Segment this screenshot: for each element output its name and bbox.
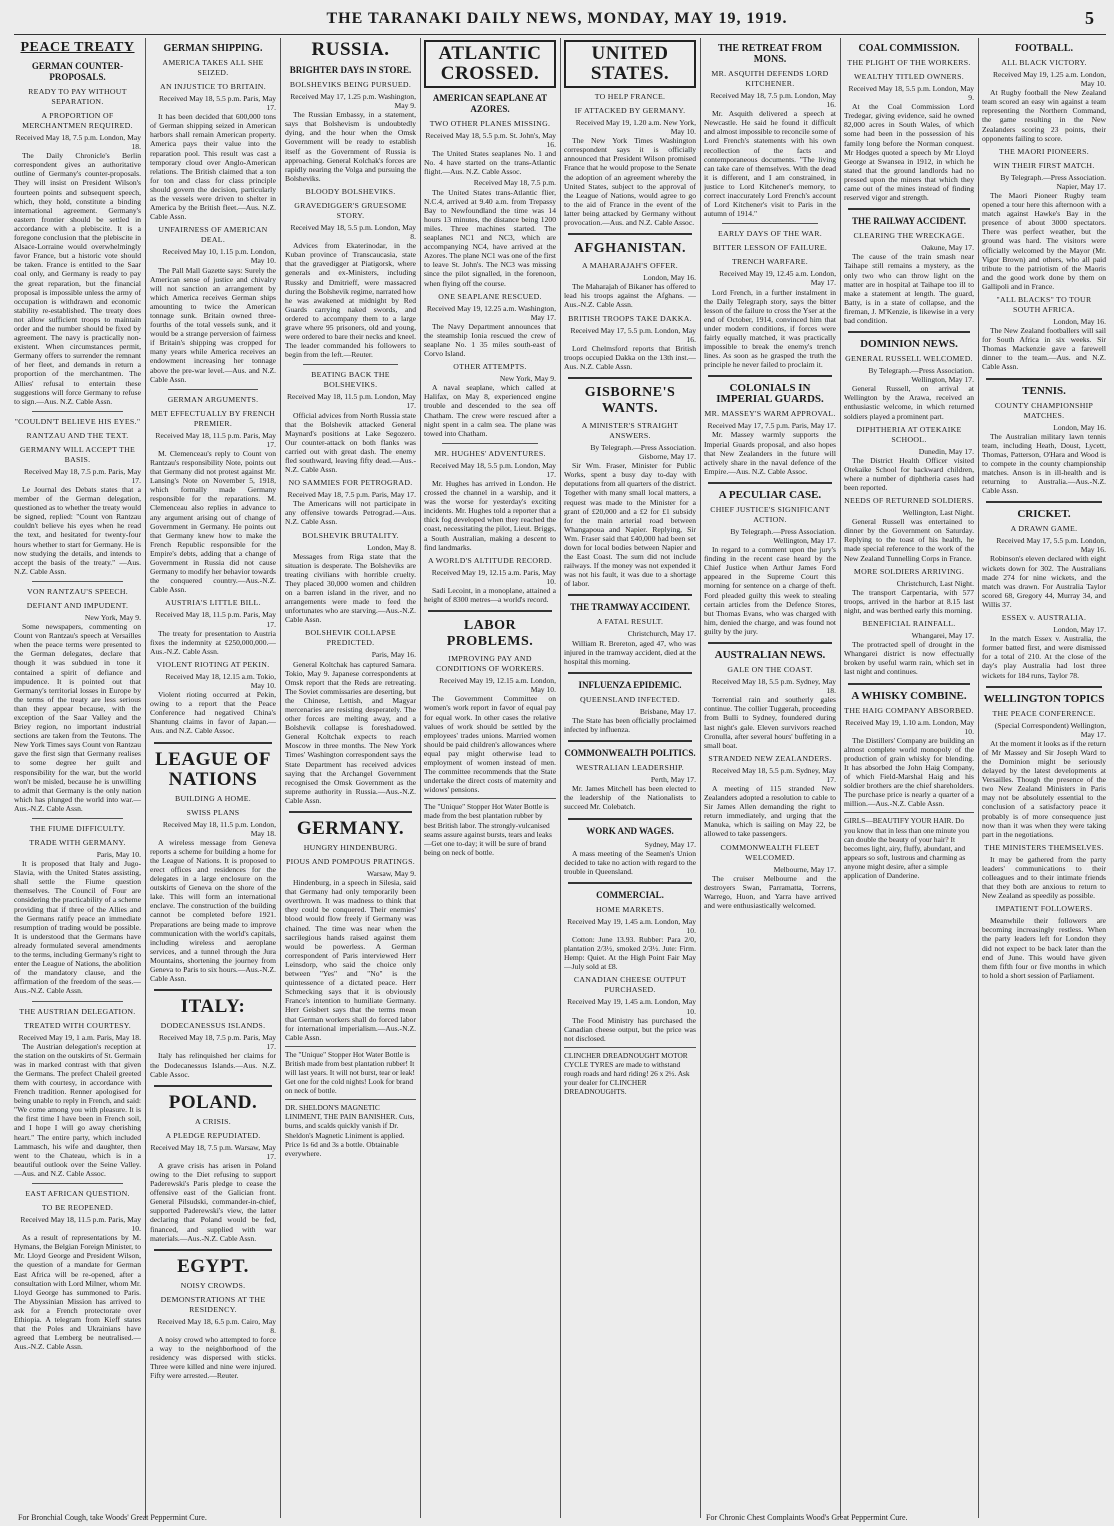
article-text: The cause of the train smash near Taihape still remains a mystery, as the only two who can throw light on the matter are in hospital at Taihape too ill to make a statement at length. The guard, Batty, is in a state of collapse, and the fireman, J. M'Kenzie, is likewise in a very bad condition. [844,252,974,325]
page-number: 5 [1085,8,1094,28]
subheading: TRADE WITH GERMANY. [29,838,126,847]
article-text: In the match Essex v. Australia, the former batted first, and were dismissed for a total of 210. At the close of the day's play Australia had lost three wickets for 184 runs, Taylor 78. [982,634,1106,680]
advertisement [285,1099,416,1158]
article-text: A wireless message from Geneva reports a scheme for building a home for the League of Nations. It is proposed to erect offices and residences for the delegates in a large enclosure on the outskirts of Geneva on the shore of the lake. This will form an international enclave. The construction of the building cannot be completed before 1921. Preparations are being made to improve communication with the world's capitals, including wireless and aeroplane services, and a tunnel through the Jura Mountains, shortening the journey from Geneva to Paris to six hours.—Aus.-N.Z. Cable Assn. [150,837,276,984]
headline: FOOTBALL. [1014,43,1074,54]
dateline: Received May 18, 7.5 p.m. [473,178,556,188]
article-text: The Maharajah of Bikaner has offered to lead his troops against the Afghans. —Aus.-N.Z. Cable Assn. [564,282,696,310]
dateline: Received May 17, 5.5 p.m. London, May 16. [996,536,1106,555]
divider [442,443,538,444]
divider [32,581,123,582]
dateline: Received May 18, 5.5 p.m. London, May 9. [848,84,974,103]
subheading: GERMAN ARGUMENTS. [167,394,259,404]
dateline: Received May 18, 7.5 p.m. London, May 16. [710,91,836,110]
subheading: ESSEX v. AUSTRALIA. [1001,613,1087,623]
column-rule [280,38,281,1518]
dateline: Whangarei, May 17. [911,631,974,641]
article-text: The Maori Pioneer Rugby team opened a tour here this afternoon with a match against Hawke's Bay in the presence of about 3000 spectators. There was perfect weather, but the ground was hard. The visitors were officially welcomed by the Mayor (Mr. Vigor Brown) and others, who all paid tribute to the patriotism of the Maoris and the good work done by them on Gallipoli and in France. [982,190,1106,291]
dateline: Received May 18, 11.5 p.m. Paris, May 17. [155,610,276,629]
article-text: Le Journal des Debats states that a member of the German delegation, questioned as to whether the treaty would be signed, replied: "Count von Rantzau couldn't believe his eyes when he read the text, and hesitated for twenty-four hours whether to start for Germany. He is now studying the details, and intends to accept the basis of the treaty." —Aus. N.Z. Cable Assn. [14,485,141,576]
column-rule [145,38,146,1518]
divider [568,233,692,235]
article-text: Sadi Lecoint, in a monoplane, attained a height of 8300 metres—a world's record. [424,585,556,605]
subheading: PIOUS AND POMPOUS PRATINGS. [286,857,415,866]
dateline: By Telegraph.—Press Association. Napier, May 17. [1000,172,1106,191]
article-text: Robinson's eleven declared with eight wickets down for 302. The Australians made 274 for nine wickets, and the match was drawn. For Australia Taylor scored 68, Gregory 44, Murray 34, and Willis 37. [982,554,1106,609]
subheading: BLOODY BOLSHEVIKS. [305,186,396,196]
divider [848,331,970,333]
article-text: In regard to a comment upon the jury's finding in the recent case heard by the Chief Justice when Arthur James Ford appeared in the Supreme Court this morning for sentence on a charge of theft. Ford pleaded guilty this week to stealing certain articles from the Defence Stores, but Thomas Evans, who was charged with him, denied the charge, and was found not guilty by the jury. [704,545,836,636]
article-text: The District Health Officer visited Otekaike School for backward children, where a number of diphtheria cases had been reported. [844,455,974,492]
dateline: Paris, May 16. [371,650,416,660]
subheading: ONE SEAPLANE RESCUED. [438,291,542,301]
headline: CRICKET. [1017,508,1071,521]
divider [289,811,412,813]
subheading: BUILDING A HOME. [174,793,252,803]
divider [722,223,818,224]
subheading: BOLSHEVIK COLLAPSE PREDICTED. [305,628,396,648]
headline: AUSTRALIAN NEWS. [714,649,826,662]
column-rule [560,38,561,1518]
dateline: Received May 18, 7.5 p.m. London, May 18. [15,133,141,152]
subheading: BOLSHEVIK BRUTALITY. [302,530,399,540]
divider [568,377,692,379]
headline: EGYPT. [177,1255,249,1277]
dateline: Received May 18, 11.5 p.m. Paris, May 17. [155,430,276,449]
column-rule [700,38,701,1518]
dateline: By Telegraph.—Press Association. Wellington, May 17. [730,526,836,545]
subheading: EAST AFRICAN QUESTION. [25,1189,130,1198]
dateline: Sydney, May 17. [644,839,696,849]
article-text: It has been decided that 600,000 tons of German shipping seized in American harbors shall remain American property. America pays their value into the reparation pool. This result was cast a temporary cloud over Anglo-American relations. The British claimed that a ton for ton and class for class principle should govern the decision, particularly as the vessels were driven to shelter in America by the British fleet.—Aus. N.Z. Cable Assn. [150,112,276,222]
dateline: Received May 18, 5.5 p.m. Paris, May 17. [158,94,276,113]
subheading: EARLY DAYS OF THE WAR. [718,229,822,239]
dateline: Brisbane, May 17. [639,706,696,716]
divider [848,208,970,210]
advertisement: For Chronic Chest Complaints Wood's Great Peppermint Cure. [706,1513,908,1522]
subheading: WESTRALIAN LEADERSHIP. [576,763,684,773]
article-text: Lord French, in a further instalment in the Daily Telegraph story, says the bitter lesson of the failure to cross the Yser at the end of October, 1914, convinced him that under modern conditions, if forces were fairly equally matched, it was practically impossible to break the enemy's trench lines. As soon as he grasped the truth the principle he never failed to proclaim it. [704,287,836,370]
headline: RUSSIA. [311,39,390,60]
article-text: A mass meeting of the Seamen's Union decided to take no action with regard to the trouble in Queensland. [564,848,696,876]
dateline: Received May 19, 1.45 a.m. London, May 10. [567,916,696,935]
ad-text: The "Unique" Stopper Hot Water Bottle is made from the best plantation rubber by best British labor. The strongly-vulcanised seams assure against bursts, tears and leaks—Get one to-day; it will be sure of brand being on neck of bottle. [424,802,552,857]
subheading: CHIEF JUSTICE'S SIGNIFICANT ACTION. [710,504,830,524]
subheading: THE MINISTERS THEMSELVES. [984,842,1104,852]
headline: THE RETREAT FROM MONS. [717,43,823,65]
article-text: The protracted spell of drought in the Whangarei district is now effectually broken by useful warm rain, which set in last night and continues. [844,640,974,677]
divider [32,411,123,412]
column-rule [420,38,421,1518]
subheading: IMPATIENT FOLLOWERS. [995,904,1093,914]
subheading: IF ATTACKED BY GERMANY. [574,106,686,115]
divider [32,1183,123,1184]
divider [568,740,692,742]
column-atlantic-crossed [424,38,556,1518]
article-text: Lord Chelmsford reports that British troops occupied Dakka on the 13th inst.—Aus. N.Z. Cable Assn. [564,343,696,371]
divider [154,742,272,744]
divider [428,610,552,612]
article-text: The Russian Embassy, in a statement, says that Bolshevism is undoubtedly dying, and the hour when the Omsk Government will be ready to establish itself as the Government of Russia is approaching. General Kolchak's forces are rapidly nearing the Volga and pursuing the Bolsheviks. [285,110,416,183]
dateline: Christchurch, Last Night. [896,578,974,588]
column-russia [285,38,416,1518]
divider [568,818,692,820]
dateline: Received May 19, 1.20 a.m. New York, May 10. [575,118,696,137]
dateline: Paris, May 10. [96,850,141,859]
divider [168,389,258,390]
subheading: CLEARING THE WRECKAGE. [853,231,965,241]
divider [986,686,1102,688]
subheading: A WORLD'S ALTITUDE RECORD. [428,555,552,565]
dateline: Received May 18, 5.5 p.m. Sydney, May 18. [711,677,836,696]
article-text: The treaty for presentation to Austria fixes the indemnity at £250,000,000.—Aus.-N.Z. Cable Assn. [150,628,276,656]
headline: GERMANY. [296,818,405,839]
dateline: Melbourne, May 17. [773,864,836,874]
article-text: Mr. Asquith delivered a speech at Newcastle. He said he found it difficult and almost impossible to reconcile some of Lord French's statements with his own recollection of the facts and contemporaneous documents. "The living can take care of themselves. With the dead it is different, and I am constrained, in justice to Lord Kitchener's memory, to correct inaccurately Lord French's account of Lord Kitchener's visit to Paris in the autumn of 1914." [704,109,836,219]
subheading: VIOLENT RIOTING AT PEKIN. [156,659,270,669]
headline: A WHISKY COMBINE. [851,689,967,702]
ad-text: The "Unique" Stopper Hot Water Bottle is British made from best plantation rubber! It will last years. It will not burst, tear or leak! Get one for the cold nights! Look for brand on neck of bottle. [285,1049,415,1096]
subheading: QUEENSLAND INFECTED. [580,694,680,704]
dateline: Received May 18, 11.5 p.m. London, May 17. [286,392,416,411]
subheading: HOME MARKETS. [595,904,664,914]
article-text: The New Zealand footballers will sail for South Africa in six weeks. Sir Thomas Mackenzie gave a farewell dinner to the team.—Aus. and N.Z. Cable Assn. [982,326,1106,372]
column-rule [840,38,841,1518]
column-united-states [564,38,696,1518]
subheading: A DRAWN GAME. [1010,524,1078,534]
dateline: By Telegraph.—Press Association. Gisborne, May 17. [590,442,696,462]
headline: COMMERCIAL. [596,889,664,900]
article-text: The Pall Mall Gazette says: Surely the American sense of justice and chivalry will not sanction an arrangement by which America receives German ships amounting to twice the American tonnage sunk. Britain owned three-fourths of the total vessels sunk, and it would be a strange perversion of fairness if Britain's shipping was cropped for many years while America receives an endowment increasing her tonnage above the pre-war level.—Aus. and N.Z. Cable Assn. [150,265,276,384]
subheading: DIPHTHERIA AT OTEKAIKE SCHOOL. [856,424,962,444]
subheading: BEATING BACK THE BOLSHEVIKS. [311,370,390,390]
subheading: A MINISTER'S STRAIGHT ANSWERS. [581,420,679,440]
subheading: TO BE REOPENED. [41,1203,114,1212]
headline: A PECULIAR CASE. [718,488,822,501]
subheading: GENERAL RUSSELL WELCOMED. [845,354,973,364]
subheading: MR. ASQUITH DEFENDS LORD KITCHENER. [711,69,829,88]
headline: COAL COMMISSION. [858,43,960,54]
subheading: GERMAN COUNTER-PROPOSALS. [31,61,124,82]
subheading: A CRISIS. [194,1116,232,1126]
divider [708,642,832,644]
article-text: Cotton: June 13.93. Rubber: Para 2/0, plantation 2/3½, smoked 2/3½. Jute: Firm. Hemp: Quiet. At the High Point Fair May—July sold at £8. [564,935,696,972]
article-text: Italy has relinquished her claims for the Dodecanessus Islands.—Aus. N.Z. Cable Assoc. [150,1051,276,1079]
dateline: Received May 17, 1.25 p.m. Washington, May 9. [290,92,416,111]
divider [32,1001,123,1002]
column-football [982,38,1106,1518]
article-text: A noisy crowd who attempted to force a way to the neighborhood of the residency was dispersed with sticks. Three were killed and nine were injured. Fifty were arrested.—Reuter. [150,1334,276,1381]
subheading: THE HAIG COMPANY ABSORBED. [844,705,974,715]
subheading: TWO OTHER PLANES MISSING. [429,119,551,128]
dateline: Received May 19, 12.25 a.m. Washington, May 17. [426,303,556,322]
headline: THE TRAMWAY ACCIDENT. [570,602,690,613]
headline: COMMONWEALTH POLITICS. [564,748,696,759]
dateline: Received May 18, 7.5 p.m. Paris, May 17. [23,466,141,485]
article-text: A meeting of 115 stranded New Zealanders adopted a resolution to cable to Sir James Allen demanding the right to return immediately, and urging that the Manuka, which is sailing on May 22, be allowed to take passengers. [704,783,836,839]
article-text: Sir Wm. Fraser, Minister for Public Works, spent a busy day to-day with deputations from all quarters of the district. Together with many small local matters, a request was made to the Minister for a grant of £20,000 and a £2 for £1 subsidy for the main arterial road between Whangapoua and Napier. Replying, Sir Wm. Fraser said that £40,000 had been set down for local bodies between Napier and the East Coast. The sum did not include railways. If the money was not expended it was not his fault, it was due to a shortage of labor. [564,461,696,589]
subheading: NO SAMMIES FOR PETROGRAD. [288,478,413,488]
article-text: The New York Times Washington correspondent says it is officially announced that President Wilson promised France that he would propose to the Senate the adoption of an agreement whereby the United States, subject to the approval of the League of Nations, would agree to go to the aid of France in the event of the latter being attacked by Germany without provocation.—Aus. and N.Z. Cable Assoc. [564,136,696,228]
dateline: Oakune, May 17. [921,243,974,253]
dateline: Received May 19, 12.15 a.m. London, May 10. [439,676,556,695]
article-text: The Daily Chronicle's Berlin correspondent gives an authoritative outline of Germany's counter-proposals. They will insist on President Wilson's fourteen points and subsequent speech, which, they hold, constitute a binding international agreement. Germany's eastern frontier should be settled in accordance with a plebiscite. It is a foregone conclusion that the plebiscite in Alsace-Lorraine would overwhelmingly favor France, but a historic vote should be taken. France is entitled to the Saar coal only, and Germany is ready to pay the great reparation, but the financial proposal is impossible unless the army of occupation is withdrawn and economic stability re-established. The treaty does not allow sufficient troops to maintain order and the number should be fixed by agreement. The navy is practically non-existent. When circumstances permit, Germany offers to surrender the remnant of her fleet, and demands in return a proportion of the merchantmen. The Allies' refusal to entertain these suggestions will force Germany to refuse to sign.—Aus. N.Z. Cable Assn. [14,151,141,406]
divider [154,1249,272,1251]
dateline: Received May 18, 7.5 p.m. Warsaw, May 17. [150,1142,276,1161]
article-text: General Koltchak has captured Samara. Tokio, May 9. Japanese correspondents at Omsk report that the Reds are retreating. The Soviet commissaries are deserting, but the Chinese, Lettish, and Magyar mercenaries are resisting desperately. The other forces are melting away, and a Bolshevik collapse is foreshadowed. General Koltchak expects to reach Moscow in three months. The New York Times' Washington correspondent says the State Department has received advices saying that the Archangel Government recognised the Omsk Government as the supreme authority in Russia.—Aus.-N.Z. Cable Assn. [285,659,416,805]
article-text: The Distillers' Company are building an almost complete world monopoly of the production of grain whisky for blending. It has absorbed the John Haig Company, of which Field-Marshal Haig and his soldier brothers are the chief shareholders. The purchase price is nearly a quarter of a million.—Aus.-N.Z. Cable Assn. [844,735,974,809]
subheading: IMPROVING PAY AND CONDITIONS OF WORKERS. [435,654,545,674]
headline: THE RAILWAY ACCIDENT. [851,216,967,227]
subheading: THE PLIGHT OF THE WORKERS. [847,58,971,67]
article-text: Violent rioting occurred at Pekin, owing to a report that the Peace Conference had negatived China's Shantung claims in favor of Japan.—Aus. and N.Z. Cable Assoc. [150,690,276,736]
dateline: Received May 19, 1.45 a.m. London, May 10. [567,997,696,1016]
masthead-rule [14,34,1106,35]
dateline: By Telegraph.—Press Association. Wellington, May 17. [868,366,974,385]
subheading: UNFAIRNESS OF AMERICAN DEAL. [158,225,268,245]
subheading: BITTER LESSON OF FAILURE. [712,243,828,253]
subheading: NEEDS OF RETURNED SOLDIERS. [844,496,974,506]
column-coal-commission [844,38,974,1518]
article-text: The United States seaplanes No. 1 and No. 4 have started on the trans-Atlantic flight.—Aus. N.Z. Cable Assoc. [424,149,556,177]
headline: WELLINGTON TOPICS [983,692,1105,705]
dateline: Warsaw, May 9. [366,869,416,878]
subheading: BRITISH TROOPS TAKE DAKKA. [568,313,692,323]
dateline: Received May 19, 1 a.m. Paris, May 18. [18,1032,141,1042]
dateline: Received May 17, 7.5 p.m. Paris, May 17. [707,421,836,431]
divider [568,594,692,596]
subheading: WEALTHY TITLED OWNERS. [853,72,965,81]
subheading: BENEFICIAL RAINFALL. [862,619,956,629]
dateline: Received May 18, 11.5 p.m. London, May 18. [162,819,276,838]
subheading: SWISS PLANS [186,807,240,817]
dateline: Received May 19, 12.45 a.m. London, May 17. [719,269,836,288]
subheading: TREATED WITH COURTESY. [24,1020,131,1030]
divider [986,501,1102,503]
subheading: WIN THEIR FIRST MATCH. [993,160,1095,170]
dateline: London, May 8. [367,542,416,552]
article-text: Mr. Hughes has arrived in London. He crossed the channel in a warship, and it was the worse for yesterday's exciting incidents. Mr. Hughes told a reporter that a thick fog developed when they reached the coast, necessitating the pilot, Lieut. Briggs, a South Australian, making a descent to find landmarks. [424,479,556,552]
dateline: Received May 19, 1.25 a.m. London, May 10. [992,70,1106,89]
dateline: (Special Correspondent) Wellington, May 17. [994,720,1106,739]
dateline: Received May 18, 5.5 p.m. St. John's, May 16. [425,131,556,150]
divider [32,818,123,819]
dateline: Received May 18, 5.5 p.m. London, May 8. [290,222,416,242]
dateline: Received May 19, 12.15 a.m. Paris, May 10. [431,567,556,586]
subheading: COMMONWEALTH FLEET WELCOMED. [720,842,820,862]
article-text: It is proposed that Italy and Jugo-Slavia, with the United States assisting, shall settle the Fiume question themselves. The Council of Four are considering the practicability of a scheme providing that if three of the Allies and the Germans ratify peace an immediate resumption of trading would be possible. It is understood that the Germans have already formulated several amendments to the terms, including Germany's right to enter the League of Nations, the abolition of the mandatory clause, and the affirmation of the freedom of the seas.—Aus.-N.Z. Cable Assn. [14,859,141,996]
subheading: VON RANTZAU'S SPEECH. [26,586,129,596]
dateline: New York, May 9. [84,612,141,622]
subheading: A FATAL RESULT. [596,617,664,627]
subheading: NOISY CROWDS. [180,1280,246,1290]
subheading: OTHER ATTEMPTS. [453,362,527,372]
article-text: Torrential rain and southerly gales continue. The collier Tuggerah, proceeding from Bulli to Sydney, foundered during last night's gale. Eleven survivors reached Cronulla, after several hours' buffeting in a small boat. [704,695,836,750]
subheading: MR. MASSEY'S WARM APPROVAL. [704,409,836,419]
subheading: THE AUSTRIAN DELEGATION. [19,1006,136,1016]
divider [303,364,398,365]
dateline: Received May 18, 7.5 p.m. Paris, May 17. [158,1033,276,1052]
article-text: At the moment it looks as if the return of Mr Massey and Sir Joseph Ward to the Dominion might be seriously delayed by the latest developments at Versailles. Though the presence of the two New Zealand Ministers in Paris may not be absolutely essential to the conclusion of a satisfactory peace it probably is of more consequence just now than it was when they were taking part in the negotiations. [982,738,1106,839]
subheading: THE MAORI PIONEERS. [999,146,1089,156]
subheading: DODECANESSUS ISLANDS. [160,1021,266,1031]
column-retreat-from-mons [704,38,836,1518]
subheading: "ALL BLACKS" TO TOUR SOUTH AFRICA. [996,294,1092,314]
subheading: AMERICAN SEAPLANE AT AZORES. [432,93,548,114]
headline: WORK AND WAGES. [586,825,674,836]
article-text: The Austrian delegation's reception at the station on the outskirts of St. Germain was in marked contrast with that given the Germans. The prefect Chaleil greeted them with courtesy, in accordance with French tradition. Renner apologised for being unable to reply in French, and said: "We come among you with pleasure. It is the first time I have been in French soil, and I hope I will go away cherishing heart." The entire party, which included Lammasch, his wife and daughter, then went to the Chateau, which is in a beautiful outlook over the Seine Valley.—Aus. and N.Z. Cable Assoc. [14,1041,141,1178]
article-text: The transport Carpentaria, with 577 troops, arrived in the harbor at 8.15 last night, and was berthed early this morning. [844,587,974,615]
masthead [0,0,1114,36]
subheading: CANADIAN CHEESE OUTPUT PURCHASED. [573,975,687,995]
subheading: STRANDED NEW ZEALANDERS. [708,753,832,763]
subheading: DEFIANT AND IMPUDENT. [26,600,129,610]
subheading: MORE SOLDIERS ARRIVING. [853,566,965,576]
subheading: BOLSHEVIKS BEING PURSUED. [289,80,412,89]
article-text: The Government Committee on women's work report in favor of equal pay for equal work. In other cases the relative values of work should be settled by the employees' trades unions. Married women should be paid children's allowances where equal pay might otherwise lead to employment of women instead of men. The committee recommends that the State undertake the direct costs of maternity and widows' pensions. [424,694,556,795]
subheading: AUSTRIA'S LITTLE BILL. [165,598,261,608]
article-text: Mr. James Mitchell has been elected to the leadership of the Nationalists to succeed Mr. Colebatch. [564,784,696,812]
article-text: A naval seaplane, which called at Halifax, on May 8, experienced engine trouble and descended to the sea off Chatham. The crew were rescued after a night spent in a calm sea. The plane was towed into Chatham. [424,383,556,438]
subheading: GRAVEDIGGER'S GRUESOME STORY. [294,200,407,220]
headline: ATLANTIC CROSSED. [424,40,556,88]
advertisement [564,1047,696,1096]
column-peace-treaty [14,38,141,1518]
column-german-shipping [150,38,276,1518]
article-text: The Food Ministry has purchased the Canadian cheese output, but the price was not disclosed. [564,1015,696,1043]
article-text: A grave crisis has arisen in Poland owing to the Diet refusing to support Paderewski's Paris pledge to cease the offensive east of the Galician front. General Pilsudski, commander-in-chief, supported Paderewski's view, the latter declaring that Poland would be fed, financed, and supplied with war materials.—Aus.-N.Z. Cable Assn. [150,1160,276,1243]
headline: POLAND. [168,1091,258,1113]
divider [986,378,1102,380]
ad-text: DR. SHELDON'S MAGNETIC LINIMENT, THE PAIN BANISHER. Cuts, burns, and scalds quickly vanish if Dr. Sheldon's Magnetic Liniment is applied. Price 1s 6d and 3s a bottle. Obtainable everywhere. [285,1103,415,1158]
dateline: London, May 17. [1053,625,1106,635]
subheading: TRENCH WARFARE. [731,257,809,267]
divider [568,672,692,674]
headline: COLONIALS IN IMPERIAL GUARDS. [716,382,824,406]
dateline: Received May 18, 11.5 p.m. Paris, May 10. [20,1215,141,1234]
headline: PEACE TREATY [20,40,135,55]
dateline: London, May 16. [1053,422,1106,432]
subheading: READY TO PAY WITHOUT SEPARATION. [28,87,127,106]
article-text: The Australian military lawn tennis team, including Heath, Doust, Lycett, Thomas, Patterson, O'Hara and Wood is to compete in the county championship matches. Anson is in ill-health and is returning to Australia.—Aus.-N.Z. Cable Assn. [982,431,1106,496]
subheading: "COULDN'T BELIEVE HIS EYES." [14,416,141,426]
dateline: Received May 10, 1.15 p.m. London, May 10. [162,247,276,266]
dateline: New York, May 9. [499,374,556,384]
advertisement: For Bronchial Cough, take Woods' Great Peppermint Cure. [18,1513,207,1522]
subheading: TO HELP FRANCE. [594,92,666,101]
ad-text: GIRLS—BEAUTIFY YOUR HAIR. Do you know that in less than one minute you can double the beauty of your hair? It becomes light, airy, fluffy, abundant, and appears so soft, lustrous and charming as anyone might desire, after a simple application of Danderine. [844,816,970,880]
advertisement [844,812,974,880]
subheading: A MAHARAJAH'S OFFER. [581,261,678,271]
divider [708,375,832,377]
dateline: Received May 19, 1.10 a.m. London, May 10. [845,717,974,736]
subheading: MET EFFECTUALLY BY FRENCH PREMIER. [150,408,276,428]
article-text: It may be gathered from the party leaders' communications to their colleagues and to their intimate friends that they both are anxious to return to New Zealand as speedily as possible. [982,854,1106,901]
headline: TENNIS. [1022,384,1066,397]
ad-text: CLINCHER DREADNOUGHT MOTOR CYCLE TYRES are made to withstand rough roads and hard riding! 26 x 2½. Ask your dealer for CLINCHER DREADNOUGHTS. [564,1050,690,1097]
subheading: COUNTY CHAMPIONSHIP MATCHES. [994,400,1094,420]
masthead-title: THE TARANAKI DAILY NEWS, MONDAY, MAY 19, 1919. [326,10,788,27]
article-text: Mr. Massey warmly supports the Imperial Guards proposal, and also hopes that New Zealanders in the future will actively share in the naval defence of the Empire.—Aus. N.Z. Cable Assoc. [704,430,836,476]
article-text: Meanwhile their followers are becoming increasingly restless. When the party leaders left for London they did not expect to be back later than the end of June. This would have given them fifth four or five months in which to hold a short session of Parliament. [982,916,1106,980]
divider [568,882,692,884]
article-text: At the Coal Commission Lord Tredegar, giving evidence, said he owned 82,000 acres in South Wales, of which some had been in the possession of his family long before the Norman conquest. Mr Hodges quoted a speech by Mr Lloyd George at Swansea in 1912, in which he stated that the ground landlords had no pressed upon the miners that which they came out of the mines instead of finding reserved vigor and strength. [844,102,974,203]
dateline: Perth, May 17. [650,775,696,785]
subheading: RANTZAU AND THE TEXT. [26,430,129,440]
headline: ITALY: [180,996,246,1018]
article-text: Messages from Riga state that the situation is desperate. The Bolsheviks are treating civilians with horrible cruelty. They placed 30,000 women and children on a barren island in the river, and no arrangements were made to feed the unfortunates who are starving.—Aus.-N.Z. Cable Assn. [285,551,416,625]
divider [708,482,832,484]
advertisement [424,798,556,857]
dateline: Received May 18, 7.5 p.m. Paris, May 17. [287,490,416,500]
headline: LABOR PROBLEMS. [446,618,534,650]
headline: GERMAN SHIPPING. [163,43,263,54]
headline: LEAGUE OF NATIONS [155,748,271,790]
article-text: General Russell, on arrival at Wellington by the Arawa, received an enthusiastic welcome, in which returned soldiers played a prominent part. [844,384,974,421]
divider [154,1085,272,1087]
advertisement [285,1046,416,1095]
dateline: Received May 18, 5.5 p.m. London, May 17. [430,460,556,479]
dateline: London, May 16. [1053,316,1106,326]
dateline: Christchurch, May 17. [627,629,696,639]
article-text: Official advices from North Russia state that the Bolshevik attacked General Maynard's positions at Lake Segozero. Our counter-attack on both flanks was carried out with great dash. The enemy fled southward, leaving fifty dead.—Aus.-N.Z. Cable Assn. [285,410,416,475]
article-text: William R. Brereton, aged 47, who was injured in the tramway accident, died at the hospital this morning. [564,638,696,666]
headline: AFGHANISTAN. [574,241,686,257]
headline: UNITED STATES. [564,40,696,88]
dateline: Dunedin, May 17. [918,446,974,456]
article-text: The Americans will not participate in any offensive towards Petrograd.—Aus. N.Z. Cable Assn. [285,499,416,527]
dateline: Received May 18, 5.5 p.m. Sydney, May 17. [711,765,836,784]
article-text: Advices from Ekaterinodar, in the Kuban province of Transcaucasia, state that the gravedigger at Piatigorsk, where generals and ex-Ministers, including Russky and Dmitrieff, were massacred during the Bolshevik regime, narrated how he was awakened at midnight by Red Guards carrying naked swords, and ordered to accompany them to a large grave where 95 prisoners, old and young, were ordered to bare their necks and kneel. The leader commanded his followers to begin from the left.—Reuter. [285,241,416,360]
subheading: A PLEDGE REPUDIATED. [165,1130,261,1140]
article-text: General Russell was entertained to dinner by the Government on Saturday. Replying to the toast of his health, he made special reference to the work of the New Zealand Tunnelling Corps in France. [844,517,974,563]
headline: DOMINION NEWS. [860,338,958,351]
subheading: GALE ON THE COAST. [727,665,813,675]
article-text: As a result of representations by M. Hymans, the Belgian Foreign Minister, to Mr. Lloyd George and President Wilson, the question of a mandate for German East Africa will be re-opened, after a consultation with Lord Milner, whom Mr. Lloyd George has summoned to Paris. The Abyssinian Mission has arrived to ask for a French protectorate over Ethiopia. A telegram from Kieff states that the Poles and Ukrainians have agreed that Lemberg be neutralised.—Aus.-N.Z. Cable Assn. [14,1233,141,1352]
divider [154,989,272,991]
headline: GISBORNE'S WANTS. [584,384,676,416]
article-text: The cruiser Melbourne and the destroyers Swan, Parramatta, Torrens, Warrego, Huon, and Yarra have arrived and were enthusiastically welcomed. [704,873,836,910]
subheading: GERMANY WILL ACCEPT THE BASIS. [19,444,136,464]
dateline: Received May 18, 6.5 p.m. Cairo, May 8. [157,1316,276,1335]
dateline: Received May 17, 5.5 p.m. London, May 16. [570,325,696,344]
divider [848,683,970,685]
dateline: London, May 16. [643,273,696,283]
subheading: THE PEACE CONFERENCE. [992,708,1096,718]
dateline: Wellington, Last Night. [902,508,974,518]
subheading: THE FIUME DIFFICULTY. [29,824,126,833]
subheading: HUNGRY HINDENBURG. [303,843,398,852]
article-text: The United States trans-Atlantic flier, N.C.4, arrived at 9.40 a.m. from Trepassy Bay to Newfoundland the time was 14 hours 13 minutes, the distance being 1200 miles. Three machines started. The seaplanes NC1 and NC3, which are accompanying NC4, have arrived at the Azores. The plane NC1 was one of the first to leave St. John's. The NC3 was missing since the pilot signalled, in the forenoon, when flying off the course. [424,187,556,288]
article-text: At Rugby football the New Zealand team scored an easy win against a team representing the Northern Command, the game resulting in the New Zealanders scoring 23 points, their opponents failing to score. [982,88,1106,143]
headline: INFLUENZA EPIDEMIC. [578,679,682,690]
article-text: The Navy Department announces that the steamship Ionia rescued the crew of seaplane No. 1 35 miles south-east of Corvo Island. [424,321,556,359]
subheading: BRIGHTER DAYS IN STORE. [289,65,412,75]
dateline: Received May 18, 12.15 a.m. Tokio, May 10. [165,671,276,690]
subheading: ALL BLACK VICTORY. [1001,58,1087,67]
column-rule [978,38,979,1518]
subheading: AMERICA TAKES ALL SHE SEIZED. [162,58,264,77]
subheading: A PROPORTION OF MERCHANTMEN REQUIRED. [22,111,133,130]
subheading: MR. HUGHES' ADVENTURES. [434,448,546,458]
article-text: Hindenburg, in a speech in Silesia, said that Germany had only temporarily been overthrown. It was madness to think that they could be conquered. Their enemies' blood would flow freely if Germany was chained. The time was near when the sacrilegious hands raised against them would be powerless. A German correspondent of Paris interviewed Herr Leinsdorp, who said the choice only between "Yes" and "No" is the quintessence of a dictated peace. Herr Schmecking says that it is obviously France's intention to humiliate Germany. Herr Geisbert says that the terms mean that German workers shall do forced labor for international imperialism.—Aus.-N.Z. Cable Assn. [285,878,416,1042]
article-text: The State has been officially proclaimed infected by influenza. [564,715,696,735]
subheading: DEMONSTRATIONS AT THE RESIDENCY. [160,1294,266,1314]
article-text: M. Clemenceau's reply to Count von Rantzau's responsibility Note, points out that Germany did not protest against Mr. Lansing's Note on November 5, 1918, which formally made Germany responsible for the reparations. M. Clemenceau also replies in advance to any argument arising out of change of Government in Germany. He points out that Germany knew how to make the French Republic responsible for the Empire's debts, adding that a change of Government in Russia did not cause Germany to modify her behavior towards the conquered country.—Aus.-N.Z. Cable Assn. [150,448,276,595]
subheading: AN INJUSTICE TO BRITAIN. [160,82,266,91]
article-text: Some newspapers, commenting on Count von Rantzau's speech at Versailles when the peace terms were presented to the German delegates, declare that though it was subdued in tone it contained a spirit of defiance and impudence. It is pointed out that Germany's territorial losses in Europe by the terms of the treaty are less serious than they appear because, with the exception of the Saar Valley and the Briey region, no important industrial sections are taken from the Teutons. The New York Times says Count von Rantzau gave the first sign that Germany realises to some degree her guilt and responsibility for the war, but the world won't be misled, because he is unwilling to admit that Germany is the only nation which has plunged the world into war.—Aus.-N.Z. Cable Assn. [14,622,141,813]
